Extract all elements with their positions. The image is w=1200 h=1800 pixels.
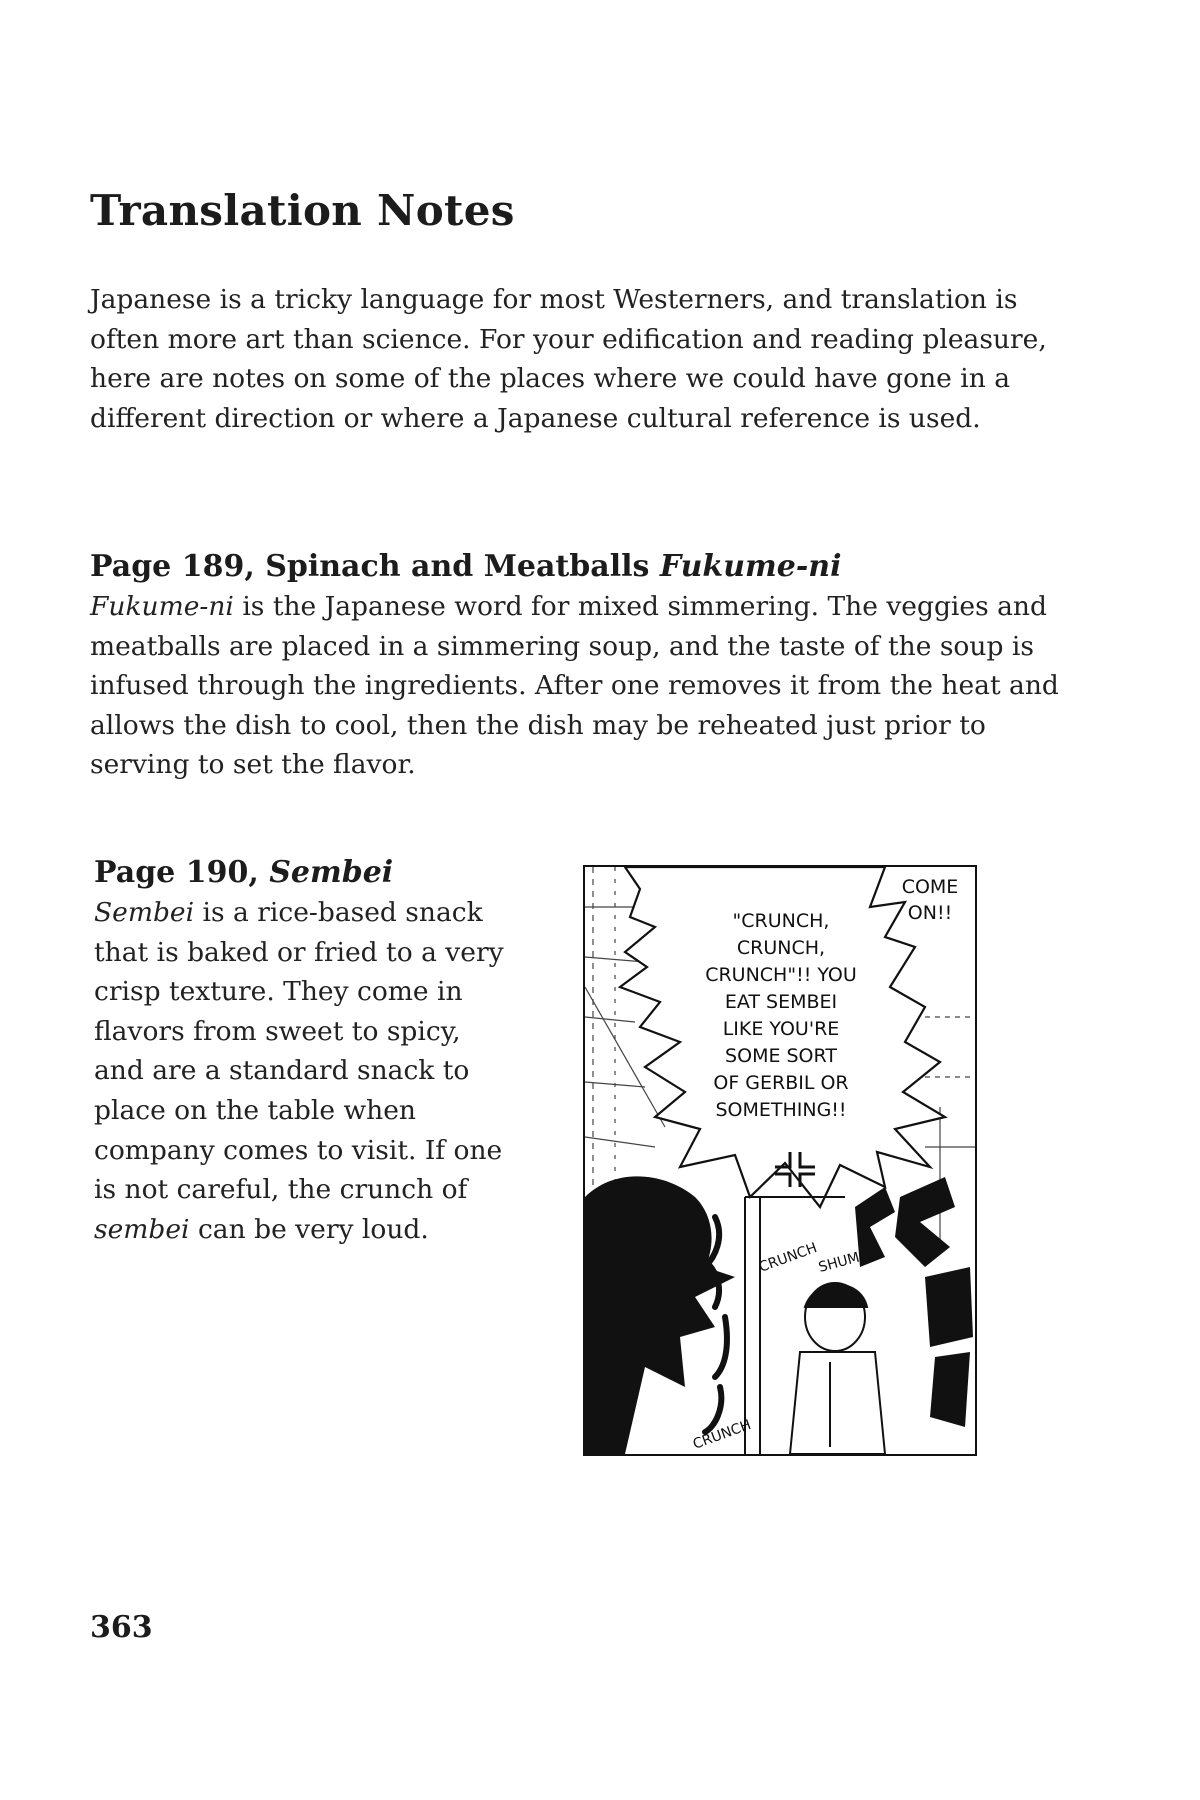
intro-paragraph: Japanese is a tricky language for most Westerners, and translation is often more art than science. For your edification and reading pleasure, here are notes on some of the places where we could have gone in a different direction or where a Japanese cultural reference is used. bbox=[90, 284, 1047, 434]
note-body-term: Sembei bbox=[94, 897, 195, 928]
note-heading bbox=[94, 853, 514, 893]
speech-line: CRUNCH, bbox=[736, 937, 826, 959]
note-body-text: is a rice-based snack that is baked or fried to a very crisp texture. They come in flavors from sweet to spicy, and are a standard snack to place on the table when company comes to visit. If one is not careful, the crunch of bbox=[94, 897, 504, 1206]
speech-line: OF GERBIL OR bbox=[713, 1072, 849, 1094]
note-body-text: is the Japanese word for mixed simmering. The veggies and meatballs are placed in a simmering soup, and the taste of the soup is infused through the ingredients. After one removes it from the heat and allows the dish to cool, then the dish may be reheated just prior to serving to set the flavor. bbox=[90, 591, 1059, 781]
translation-note-sembei bbox=[94, 853, 514, 1249]
note-heading-prefix: Page 189, Spinach and Meatballs bbox=[90, 549, 660, 584]
note-body-term-2: sembei bbox=[94, 1213, 190, 1245]
note-heading-term: Sembei bbox=[269, 855, 394, 890]
speech-line: CRUNCH"!! YOU bbox=[705, 964, 857, 986]
shout-line: ON!! bbox=[907, 902, 953, 924]
sfx-crunch-top: CRUNCH bbox=[756, 1240, 820, 1276]
note-heading-prefix: Page 190, bbox=[94, 855, 270, 890]
shout-text bbox=[902, 876, 959, 924]
note-heading bbox=[90, 547, 1080, 587]
note-body bbox=[90, 587, 1080, 785]
manga-panel-illustration bbox=[583, 865, 977, 1456]
note-body-text-2: can be very loud. bbox=[189, 1213, 429, 1245]
note-body-term: Fukume-ni bbox=[90, 591, 234, 622]
speech-line: LIKE YOU'RE bbox=[722, 1018, 840, 1040]
translation-note-fukume-ni bbox=[90, 547, 1080, 785]
speech-line: SOMETHING!! bbox=[715, 1099, 847, 1121]
speech-line: "CRUNCH, bbox=[732, 910, 830, 932]
speech-line: EAT SEMBEI bbox=[724, 991, 838, 1013]
page-title: Translation Notes bbox=[90, 186, 515, 235]
manga-panel-art bbox=[585, 867, 975, 1454]
note-body bbox=[94, 893, 514, 1249]
speech-line: SOME SORT bbox=[725, 1045, 837, 1067]
sfx-crunch-bottom: CRUNCH bbox=[690, 1417, 754, 1453]
note-heading-term: Fukume-ni bbox=[659, 549, 842, 584]
page-number: 363 bbox=[90, 1610, 153, 1645]
character-figure bbox=[790, 1283, 885, 1454]
sfx-shump: SHUMP bbox=[816, 1247, 870, 1276]
shout-line: COME bbox=[901, 876, 959, 898]
